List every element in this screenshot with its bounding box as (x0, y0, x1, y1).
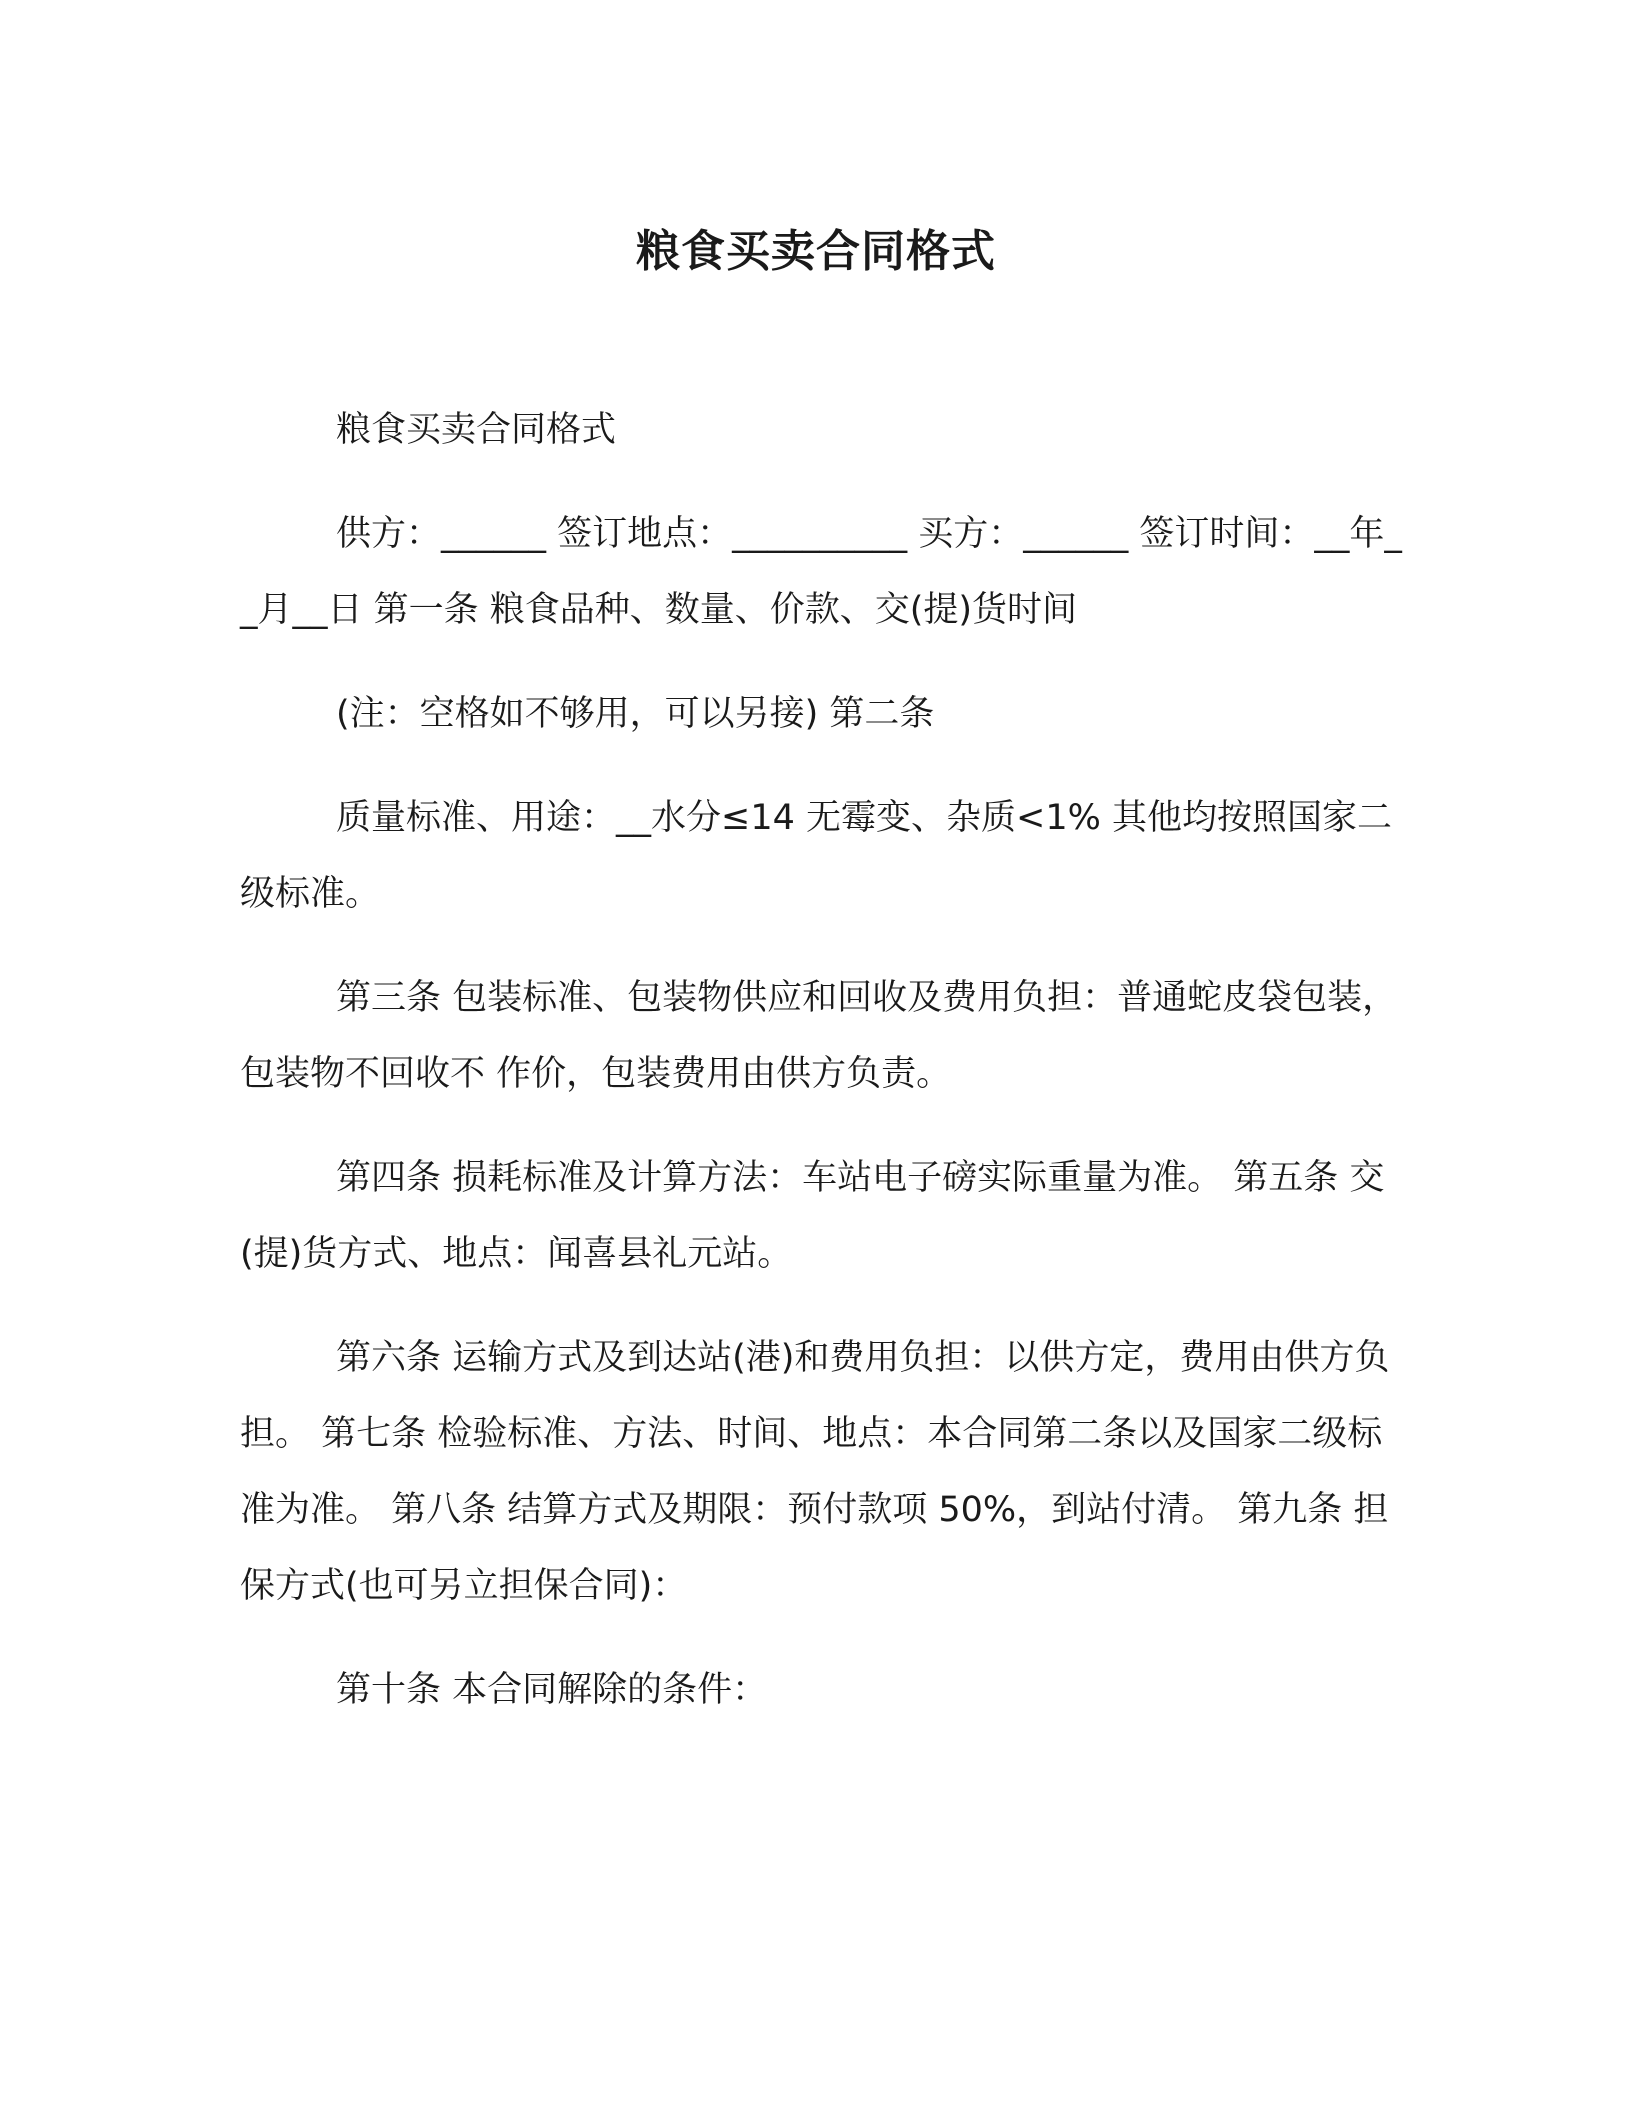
paragraph-note: (注：空格如不够用，可以另接) 第二条 (336, 694, 935, 734)
paragraph-heading: 粮食买卖合同格式 (336, 410, 617, 450)
document-body (240, 392, 1410, 1756)
paragraph-termination: 第十条 本合同解除的条件： (336, 1670, 768, 1710)
paragraph-loss-delivery: 第四条 损耗标准及计算方法：车站电子磅实际重量为准。 第五条 交(提)货方式、地点：闻喜县礼元站。 (240, 1158, 1385, 1274)
document-title: 粮食买卖合同格式 (636, 226, 996, 277)
paragraph-packaging: 第三条 包装标准、包装物供应和回收及费用负担：普通蛇皮袋包装，包装物不回收不 作价，包装费用由供方负责。 (240, 978, 1398, 1094)
paragraph-parties: 供方：______ 签订地点：__________ 买方：______ 签订时间：__年__月__日 第一条 粮食品种、数量、价款、交(提)货时间 (240, 514, 1402, 630)
paragraph-transport-settlement: 第六条 运输方式及到达站(港)和费用负担：以供方定，费用由供方负担。 第七条 检验标准、方法、时间、地点：本合同第二条以及国家二级标准为准。 第八条 结算方式及期限：预付款项 50%，到站付清。 第九条 担保方式(也可另立担保合同)： (240, 1338, 1390, 1606)
paragraph-quality: 质量标准、用途：__水分≤14 无霉变、杂质<1% 其他均按照国家二级标准。 (240, 798, 1392, 914)
